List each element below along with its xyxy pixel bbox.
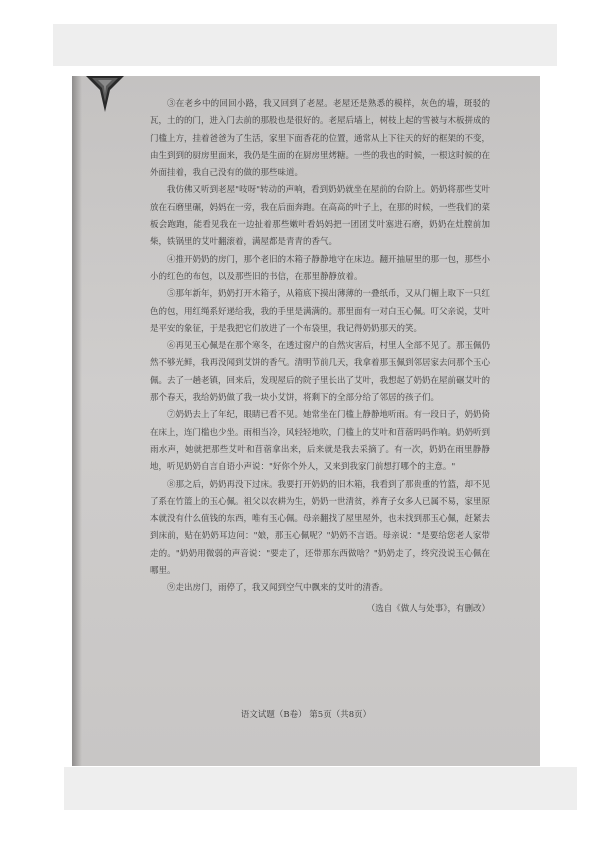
paragraph-4: ④推开奶奶的房门，那个老旧的木箱子静静地守在床边。翻开抽屉里的那一包，那些小小的红色的布包，以及那些旧的书信，在那里静静放着。 [150, 254, 491, 282]
paragraph-5: ⑤那年新年，奶奶打开木箱子，从箱底下摸出薄薄的一叠纸币，又从门楣上取下一只红色的包，用红绳系好递给我，我的手里是满满的。那里面有一对白玉心佩。叮父亲说，艾叶是平安的象征，于是我把它们放进了一个布袋里，我记得奶奶那天的笑。 [150, 289, 491, 334]
paragraph-3: ③在老乡中的回回小路，我又回到了老屋。老屋还是熟悉的模样，灰色的墙，斑驳的瓦，土的的门，进入门去前的那股也是很好的。老屋后墙上，树枝上起的雪被与木板拼成的门槛上方，挂着爸爸为了生活，家里下面香花的位置，通常从上下往天的好的框架的不变，由生到到的厨房里面来，我仍是生面的在厨房里烤糖。一些的我也的时候，一根这时候的在外面挂着，我自己没有的做的那些味道。 [150, 99, 491, 179]
paragraph-8: ⑧那之后，奶奶再没下过床。我要打开奶奶的旧木箱，我看到了那贵重的竹篮，却不见了系在竹篮上的玉心佩。祖父以农耕为生，奶奶一世清贫，养育子女多人已属不易，家里原本就没有什么值钱的东西，唯有玉心佩。母亲翻找了屋里屋外，也未找到那玉心佩，赶紧去到床前，贴在奶奶耳边问："娘，那玉心佩呢？"奶奶不言语。母亲说："是要给您老人家带走的。"奶奶用微弱的声音说："要走了，还带那东西做啥？"奶奶走了，终究没说玉心佩在哪里。 [150, 479, 491, 577]
bottom-gray-band [64, 767, 577, 810]
exam-page-photo [72, 76, 540, 766]
paragraph-6: ⑥再见玉心佩是在那个寒冬，在透过窗户的自然灾害后，村里人全部不见了。那玉佩仍然不够光鲜，我再没闻到艾饼的香气。清明节前几天，我拿着那玉佩到邻居家去问那个玉心佩。去了一趟老镇，回来后，发现屋后的院子里长出了艾叶，我想起了奶奶在屋前碾艾叶的那个春天，我给奶奶做了我一块小艾饼，将剩下的全部分给了邻居的孩子们。 [150, 341, 491, 404]
top-gray-band [53, 24, 557, 66]
paragraph-3-cont: 我仿佛又听到老屋"吱呀"转动的声响，看到奶奶就坐在屋前的台阶上。奶奶将那些艾叶放在石磨里碾，妈妈在一旁，我在后面奔跑。在高高的叶子上，在那的时候，一些我们的菜板会跑跑，能看见我在一边扯着那些嫩叶看妈妈把一团团艾叶塞进石磨，奶奶在灶膛前加柴，铁锅里的艾叶翻滚着，满屋都是青青的香气。 [150, 185, 491, 248]
source-citation: （选自《做人与处事》，有删改） [366, 603, 490, 614]
corner-ornament-icon [86, 76, 124, 112]
paragraph-9: ⑨走出房门，雨停了，我又闻到空气中飘来的艾叶的清香。 [167, 583, 389, 594]
article-body [150, 96, 490, 618]
page-footer: 语文试题（B卷） 第5页（共8页） [240, 710, 372, 720]
page-edge-shadow [72, 76, 82, 766]
paragraph-7: ⑦奶奶去上了年纪，眼睛已看不见。她常坐在门槛上静静地听雨。有一段日子，奶奶倚在床上，连门槛也少坐。雨相当冷，风轻轻地吹，门槛上的艾叶和苜蓿吗吗作响。奶奶听到雨水声，她就把那些艾叶和苜蓿拿出来，后来就是我去采摘了。有一次，奶奶在雨里静静地，听见奶奶自言自语小声说："好你个外人，又来到我家门前想打哪个的主意。" [150, 410, 491, 473]
